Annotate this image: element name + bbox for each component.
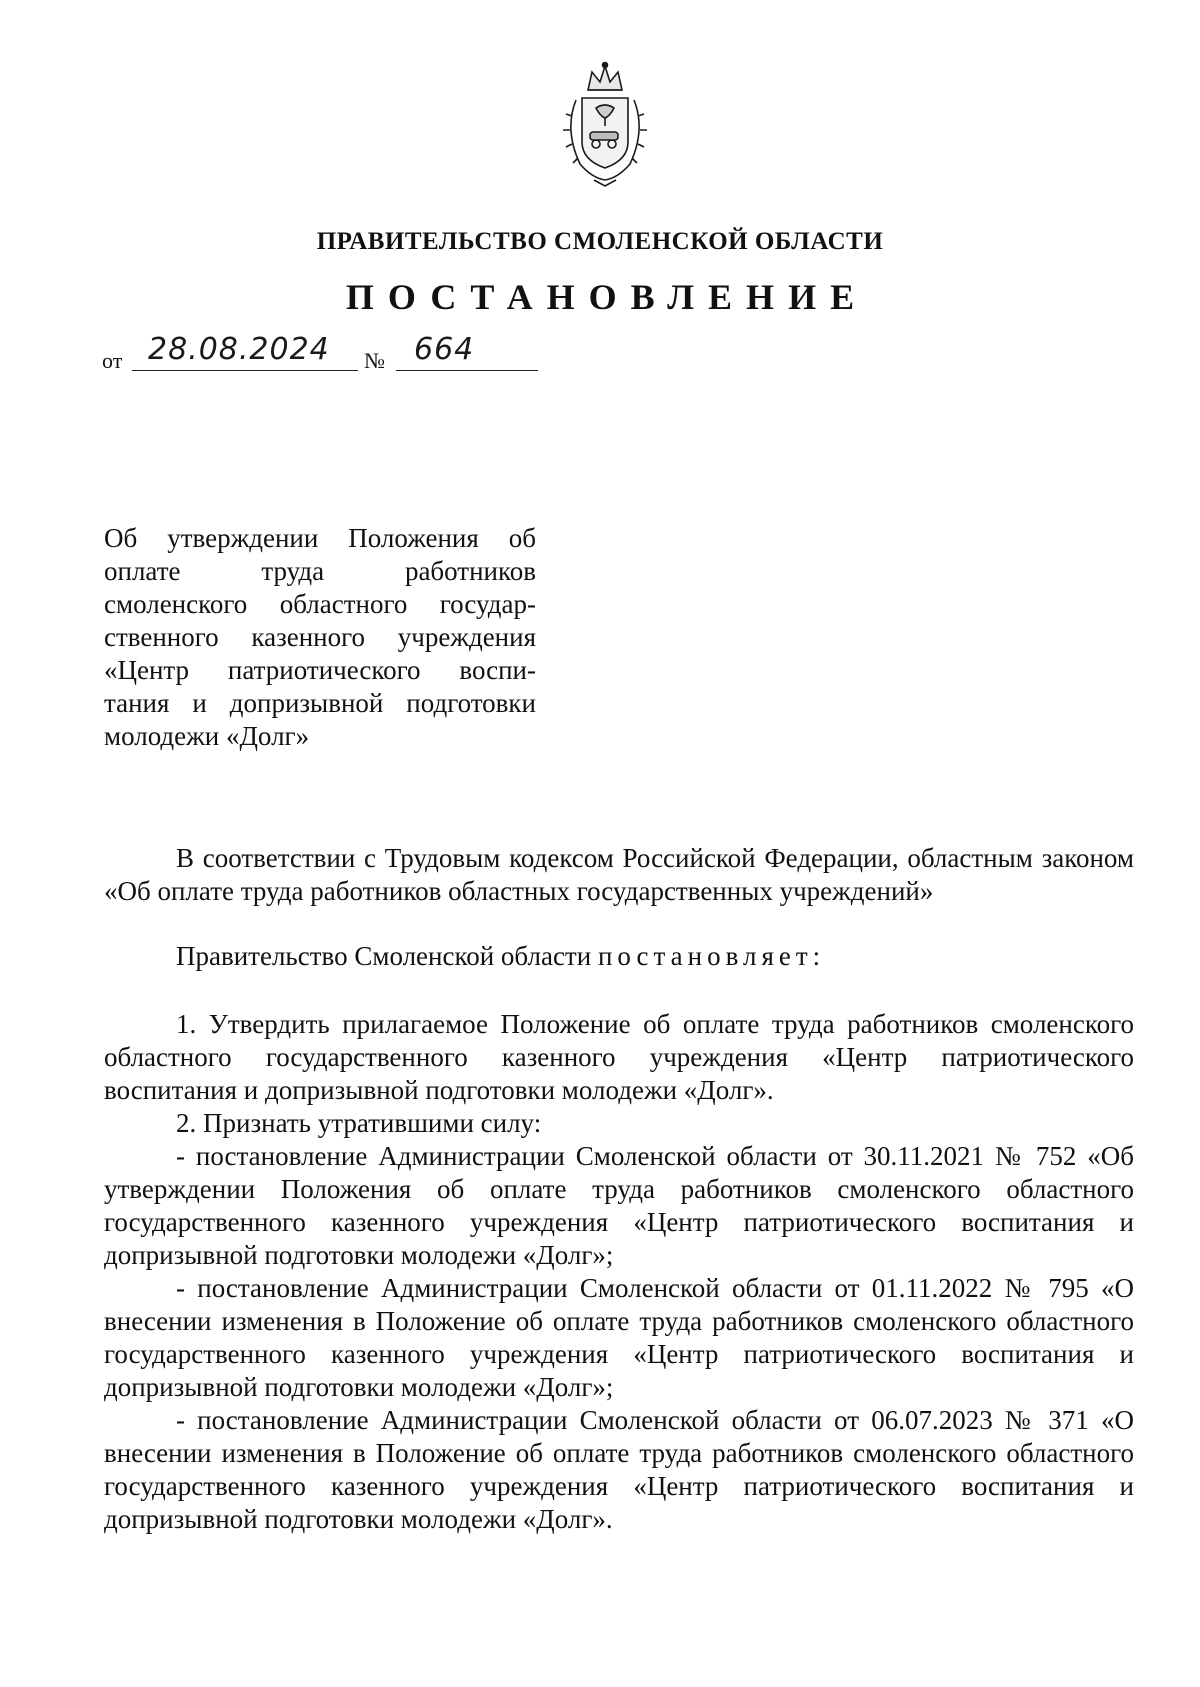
subject-line: «Центр патриотического воспи- xyxy=(104,655,536,685)
preamble-block xyxy=(104,842,1134,908)
smolensk-coat-of-arms-icon xyxy=(550,60,660,190)
subject-line: ственного казенного учреждения xyxy=(104,622,536,652)
date-underline xyxy=(132,370,358,371)
document-subject xyxy=(104,522,536,753)
resolves-paragraph xyxy=(104,940,1134,973)
date-from-label: от xyxy=(102,348,123,373)
item-1-paragraph: 1. Утвердить прилагаемое Положение об оплате труда работников смоленского областного государственного казенного учреждения «Центр патриотического воспитания и допризывной подготовки молодежи «Долг». xyxy=(104,1009,1134,1105)
subject-line: Об утверждении Положения об xyxy=(104,523,536,553)
handwritten-number: 664 xyxy=(414,332,475,367)
subject-line: оплате труда работников xyxy=(104,556,536,586)
repealed-act-paragraph: - постановление Администрации Смоленской области от 30.11.2021 № 752 «Об утверждении Положения об оплате труда работников смоленского областного государственного казенного учреждения «Центр патриотического воспитания и допризывной подготовки молодежи «Долг»; xyxy=(104,1141,1134,1270)
handwritten-date: 28.08.2024 xyxy=(148,332,330,367)
subject-line: молодежи «Долг» xyxy=(104,721,310,751)
government-title: ПРАВИТЕЛЬСТВО СМОЛЕНСКОЙ ОБЛАСТИ xyxy=(316,228,884,255)
resolves-block xyxy=(104,940,1134,973)
number-underline xyxy=(396,370,538,371)
resolves-prefix: Правительство Смоленской области xyxy=(176,941,592,971)
preamble-paragraph: В соответствии с Трудовым кодексом Российской Федерации, областным законом «Об оплате труда работников областных государственных учреждений» xyxy=(104,843,1134,906)
subject-line: тания и допризывной подготовки xyxy=(104,688,536,718)
subject-line: смоленского областного государ- xyxy=(104,589,536,619)
resolves-word: постановляет: xyxy=(597,941,826,971)
resolution-items xyxy=(104,1008,1134,1536)
number-label: № xyxy=(364,348,385,373)
repealed-act-paragraph: - постановление Администрации Смоленской области от 06.07.2023 № 371 «О внесении изменения в Положение об оплате труда работников смоленского областного государственного казенного учреждения «Центр патриотического воспитания и допризывной подготовки молодежи «Долг». xyxy=(104,1405,1134,1534)
coat-of-arms-emblem xyxy=(550,60,660,190)
document-type-title: ПОСТАНОВЛЕНИЕ xyxy=(345,277,869,317)
item-2-paragraph: 2. Признать утратившими силу: xyxy=(176,1108,542,1138)
repealed-act-paragraph: - постановление Администрации Смоленской области от 01.11.2022 № 795 «О внесении изменения в Положение об оплате труда работников смоленского областного государственного казенного учреждения «Центр патриотического воспитания и допризывной подготовки молодежи «Долг»; xyxy=(104,1273,1134,1402)
